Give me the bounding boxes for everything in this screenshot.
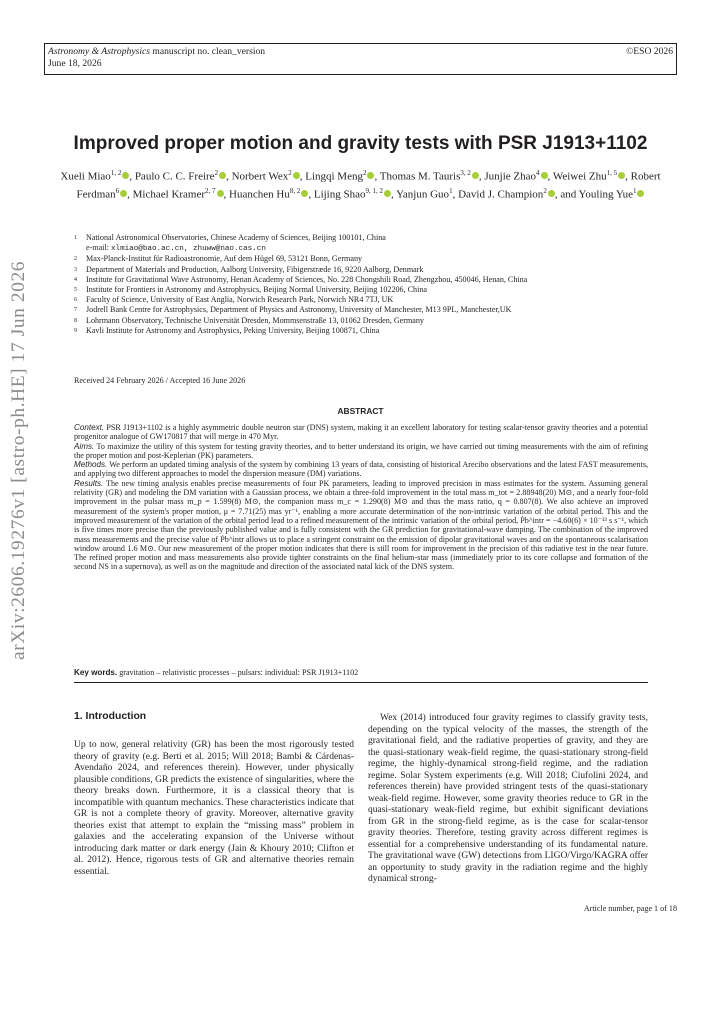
- email-line: e-mail: xlmiao@bao.ac.cn, zhuww@nao.cas.cn: [86, 243, 266, 254]
- keywords-label: Key words.: [74, 668, 118, 677]
- author-name: David J. Champion: [458, 188, 544, 201]
- journal-name: Astronomy & Astrophysics: [48, 46, 150, 57]
- abstract-paragraph: Aims. To maximize the utility of this system for testing gravity theories, and to better understand its origin, we have carried out timing measurements with the aim of refining the proper motion and post-Keplerian (PK) parameters.: [74, 441, 648, 460]
- author-name: Norbert Wex: [231, 170, 289, 183]
- orcid-icon[interactable]: [219, 172, 226, 179]
- arxiv-stamp: arXiv:2606.19276v1 [astro-ph.HE] 17 Jun 2026: [8, 260, 29, 660]
- author-name: Youling Yue: [578, 188, 633, 201]
- affiliation-text: Institute for Frontiers in Astronomy and Astrophysics, Beijing Normal University, Beijing 102206, China: [86, 285, 427, 295]
- author-name: Michael Kramer: [132, 188, 206, 201]
- affiliation-number: 9: [74, 327, 77, 334]
- affiliation: [74, 233, 674, 254]
- affiliation-text: Max-Planck-Institut für Radioastronomie, Auf dem Hügel 69, 53121 Bonn, Germany: [86, 254, 363, 264]
- affiliation-text: National Astronomical Observatories, Chinese Academy of Sciences, Beijing 100101, China e-mail: xlmiao@bao.ac.cn, zhuww@nao.cas.cn: [86, 233, 386, 254]
- affiliation-text: Faculty of Science, University of East Anglia, Norwich Research Park, Norwich NR4 7TJ, UK: [86, 295, 394, 305]
- abstract-label: Methods.: [74, 460, 108, 470]
- received-date: Received 24 February 2026 / Accepted 16 June 2026: [74, 376, 246, 385]
- author-affil-sup: 2: [214, 169, 219, 177]
- orcid-icon[interactable]: [301, 190, 308, 197]
- author-affil-sup: 1, 5: [606, 169, 618, 177]
- keywords: [74, 668, 648, 677]
- author-affil-sup: 6: [115, 187, 120, 196]
- author-name: Thomas M. Tauris: [379, 170, 461, 183]
- affiliation: [74, 275, 674, 285]
- divider: [74, 682, 648, 683]
- author-affil-sup: 1: [632, 187, 637, 196]
- affiliation-list: [74, 233, 674, 336]
- author-affil-sup: 9, 1, 2: [365, 187, 383, 196]
- affiliation-text: Institute for Gravitational Wave Astronomy, Henan Academy of Sciences, No. 228 Chongshili Road, Zhengzhou, 450046, Henan, China: [86, 274, 528, 284]
- orcid-icon[interactable]: [217, 190, 224, 197]
- author-list: Xueli Miao$^{1, 2}$ , Paulo C. C. Freire$^2$ , Norbert Wex$^2$ , Lingqi Meng$^2$ , Thomas M. Tauris$^{3, 2}$ , Junjie Zhao$^4$ , Weiwei Zhu$^{1, 5}$ , Robert Ferdman$^6$ , Michael Kramer$^{2, 7}$ , Huanchen Hu$^{8, 2}$ , Lijing Shao$^{9, 1, 2}$ , Yanjun Guo$^1$, David J. Champion$^2$ , and Youling Yue$^1$: [60, 169, 661, 201]
- author-name: Lijing Shao: [313, 188, 366, 201]
- orcid-icon[interactable]: [541, 172, 548, 179]
- author-name: Junjie Zhao: [484, 170, 537, 183]
- affiliation-number: 7: [74, 307, 77, 314]
- author-affil-sup: 2: [362, 169, 367, 177]
- orcid-icon[interactable]: [637, 190, 644, 197]
- orcid-icon[interactable]: [120, 190, 127, 197]
- author-affil-sup: 1: [449, 187, 453, 196]
- abstract-label: Aims.: [74, 441, 95, 451]
- orcid-icon[interactable]: [618, 172, 625, 179]
- author-name: Lingqi Meng: [305, 170, 363, 183]
- orcid-icon[interactable]: [548, 190, 555, 197]
- affiliation-number: 3: [74, 266, 77, 273]
- abstract-label: Context.: [74, 423, 105, 432]
- abstract-paragraph: Methods. We perform an updated timing analysis of the system by combining 13 years of data, consisting of historical Arecibo observations and the latest FAST measurements, and applying two different approaches to model the dispersion measure (DM) variations.: [74, 460, 648, 479]
- author-affil-sup: 2, 7: [205, 187, 216, 196]
- orcid-icon[interactable]: [122, 172, 129, 179]
- author-affil-sup: 3, 2: [460, 169, 471, 177]
- affiliation-text: Kavli Institute for Astronomy and Astrophysics, Peking University, Beijing 100871, China: [86, 325, 380, 335]
- section-heading: 1. Introduction: [74, 711, 147, 722]
- author-name: Xueli Miao: [60, 170, 111, 183]
- intro-left-column: Up to now, general relativity (GR) has been the most rigorously tested theory of gravity (e.g. Berti et al. 2015; Will 2018; Bambi & Cárdenas-Avendaño 2024, and references therein). However, under physically plausible conditions, GR predicts the existence of singularities, where the theory breaks down. Furthermore, it is a classical theory that is incompatible with quantum mechanics. These characteristics indicate that GR is not a complete theory of gravity. Moreover, alternative gravity theories exist that attempt to explain the “missing mass” problem in galaxies and the accelerating expansion of the Universe without introducing dark matter or dark energy (Jain & Khoury 2010; Clifton et al. 2012). Hence, rigorous tests of GR and alternative theories remain essential.: [74, 740, 354, 877]
- abstract-heading: ABSTRACT: [337, 406, 384, 416]
- intro-right-column: Wex (2014) introduced four gravity regimes to classify gravity tests, depending on the typical velocity of the masses, the strength of the gravitational field, and the radiative properties of gravity, and they are the quasi-stationary weak-field regime, the quasi-stationary strong-field regime, the highly-dynamical strong-field regime, and the radiation regime. Solar System experiments (e.g. Will 2018; Ciufolini 2024, and references therein) have provided stringent tests of the quasi-stationary weak-field regime. However, some gravity theories reduce to GR in the quasi-stationary weak-field regime, but exhibit significant deviations from GR in the strong-field regime, as is the case for scalar-tensor gravity theories. Therefore, testing gravity across different regimes is essential for a comprehensive understanding of its fundamental nature. The gravitational wave (GW) detections from LIGO/Virgo/KAGRA offer an opportunity to study gravity in the radiation regime and the highly dynamical strong-: [368, 713, 648, 884]
- author-affil-sup: 8, 2: [289, 187, 301, 196]
- affiliation: [74, 254, 674, 264]
- affiliation: [74, 316, 674, 326]
- affiliation-number: 1: [74, 235, 77, 241]
- author-affil-sup: 4: [536, 169, 540, 177]
- author-name: Robert Ferdman: [76, 170, 661, 201]
- affiliation-text: Department of Materials and Production, Aalborg University, Fibigerstræde 16, 9220 Aalborg, Denmark: [86, 264, 424, 274]
- orcid-icon[interactable]: [293, 172, 300, 179]
- affiliation: [74, 305, 674, 315]
- abstract-paragraph: Results. The new timing analysis enables precise measurements of four PK parameters, leading to improved precision in mass estimates for the system. Assuming general relativity (GR) and modeling the DM variation with a Gaussian process, we obtain a three-fold improvement in the total mass m_tot = 2.88948(20) M⊙, and a nearly four-fold improvement in the pulsar mass m_p = 1.599(8) M⊙, the companion mass m_c = 1.290(8) M⊙ and thus the mass ratio, q = 0.807(8). We also achieve an improved measurement of the system's proper motion, μ = 7.71(25) mas yr⁻¹, enabling a more accurate determination of the non-intrinsic variation of the orbital period. This and the improved measurement of the variation of the orbital period lead to a refined measurement of the intrinsic variation of the orbital period, Ṗb^intr = −4.60(6) × 10⁻¹³ s s⁻¹, which is five times more precise than the previously published value and is fully consistent with the GR prediction for gravitational-wave damping. The combination of the improved mass measurements and the precise value of Ṗb^intr allows us to place a stringent constraint on the emission of dipolar gravitational waves and on the spontaneous scalarisation window around 1.6 M⊙. Our new measurement of the proper motion indicates that there is still room for improvement in the precision of this radiative test in the near future. The refined proper motion and mass measurements also provide tighter constraints on the final helium-star mass (immediately prior to its core collapse and formation of the second NS in a supernova), as well as on the magnitude and direction of the associated natal kick of the DNS system.: [74, 478, 648, 572]
- author-name: Huanchen Hu: [229, 188, 290, 201]
- header-date: June 18, 2026: [48, 58, 102, 69]
- page-footer: Article number, page 1 of 18: [583, 904, 677, 913]
- abstract-body: [74, 423, 648, 572]
- copyright: ©ESO 2026: [626, 46, 673, 57]
- affiliation-text: Jodrell Bank Centre for Astrophysics, Department of Physics and Astronomy, University of Manchester, M13 9PL, Manchester,UK: [86, 305, 512, 315]
- running-header: [48, 46, 265, 70]
- paper-title: Improved proper motion and gravity tests with PSR J1913+1102: [73, 133, 648, 154]
- affiliation: [74, 295, 674, 305]
- orcid-icon[interactable]: [367, 172, 374, 179]
- affiliation-text: Lohrmann Observatory, Technische Universität Dresden, Mommsenstraße 13, 01062 Dresden, Germany: [86, 315, 424, 325]
- affiliation: [74, 285, 674, 295]
- author-affil-sup: 2: [288, 169, 292, 177]
- abstract-paragraph: Context. PSR J1913+1102 is a highly asymmetric double neutron star (DNS) system, making it an excellent laboratory for testing scalar-tensor gravity theories and a potential progenitor analogue of GW170817 that will merge in 470 Myr.: [74, 423, 648, 442]
- affiliation-number: 6: [74, 297, 77, 304]
- author-name: Yanjun Guo: [396, 188, 450, 201]
- email-address[interactable]: xlmiao@bao.ac.cn, zhuww@nao.cas.cn: [110, 245, 266, 254]
- manuscript-label: manuscript no. clean_version: [149, 46, 266, 57]
- author-name: Paulo C. C. Freire: [134, 170, 215, 183]
- author-name: Weiwei Zhu: [552, 170, 607, 183]
- author-affil-sup: 2: [543, 187, 547, 196]
- keywords-text: gravitation – relativistic processes – pulsars: individual: PSR J1913+1102: [117, 668, 359, 677]
- affiliation: [74, 265, 674, 275]
- affiliation: [74, 326, 674, 336]
- orcid-icon[interactable]: [472, 172, 479, 179]
- affiliation-number: 8: [74, 317, 77, 324]
- orcid-icon[interactable]: [384, 190, 391, 197]
- abstract-label: Results.: [74, 478, 104, 488]
- affiliation-number: 5: [74, 287, 77, 294]
- affiliation-number: 4: [74, 276, 77, 283]
- author-affil-sup: 1, 2: [110, 169, 122, 177]
- affiliation-number: 2: [74, 256, 77, 263]
